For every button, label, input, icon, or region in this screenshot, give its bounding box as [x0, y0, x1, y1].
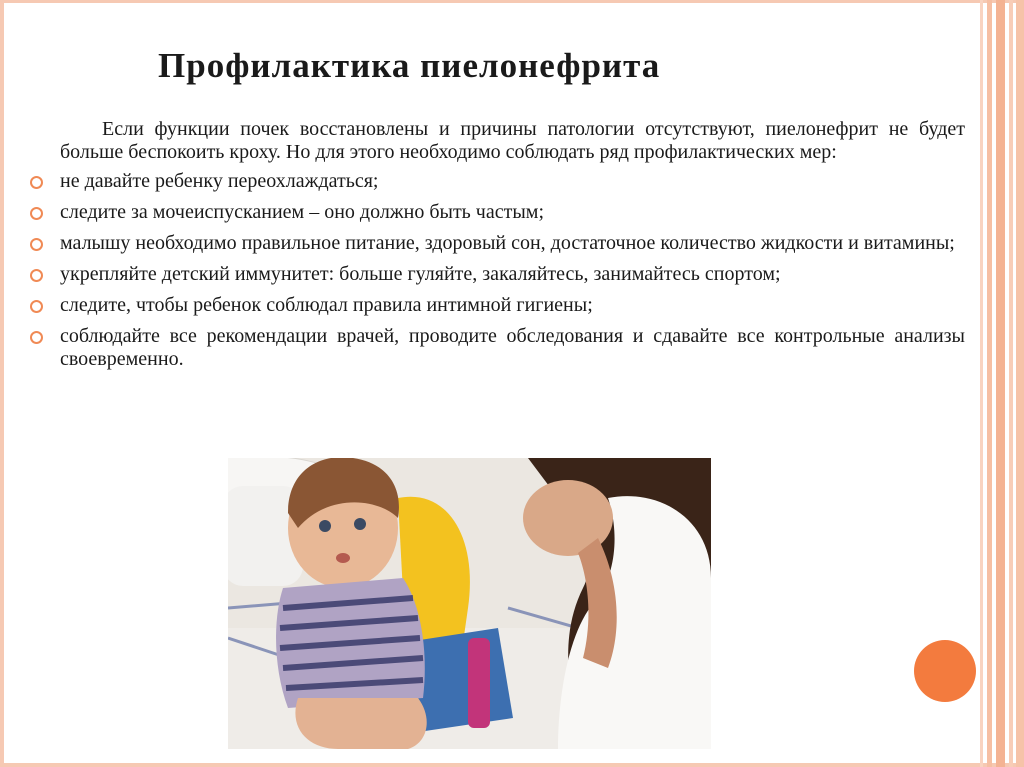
potty-pink-handle — [468, 638, 490, 728]
list-item — [30, 325, 965, 371]
bullet-icon — [30, 176, 43, 189]
list-item — [30, 294, 965, 317]
child-mouth — [336, 553, 350, 563]
bullet-icon — [30, 269, 43, 282]
list-item — [30, 201, 965, 224]
intro-paragraph: Если функции почек восстановлены и причины патологии отсутствуют, пиелонефрит не будет больше беспокоить кроху. Но для этого необходимо соблюдать ряд профилактических мер: — [60, 118, 965, 163]
list-item-text: следите за мочеиспусканием – оно должно быть частым; — [60, 201, 545, 223]
slide-body — [30, 118, 965, 379]
bullet-icon — [30, 238, 43, 251]
list-item-text: соблюдайте все рекомендации врачей, проводите обследования и сдавайте все контрольные анализы своевременно. — [60, 325, 965, 370]
list-item-text: укрепляйте детский иммунитет: больше гуляйте, закаляйтесь, занимайтесь спортом; — [60, 263, 781, 285]
child-right-eye — [354, 518, 366, 530]
decorative-stripes — [980, 0, 1024, 767]
child-legs-shape — [295, 698, 426, 749]
list-item — [30, 263, 965, 286]
child-left-eye — [319, 520, 331, 532]
prevention-list — [30, 170, 965, 371]
list-item-text: не давайте ребенку переохлаждаться; — [60, 170, 379, 192]
slide-title: Профилактика пиелонефрита — [158, 46, 661, 85]
list-item-text: малышу необходимо правильное питание, здоровый сон, достаточное количество жидкости и витамины; — [60, 232, 955, 254]
decorative-orange-circle — [914, 640, 976, 702]
bullet-icon — [30, 300, 43, 313]
bullet-icon — [30, 207, 43, 220]
child-potty-photo — [228, 458, 711, 749]
slide-bottom-border — [0, 763, 1024, 767]
list-item — [30, 170, 965, 193]
list-item-text: следите, чтобы ребенок соблюдал правила интимной гигиены; — [60, 294, 593, 316]
list-item — [30, 232, 965, 255]
slide-top-border — [0, 0, 1024, 3]
slide-left-border — [0, 0, 4, 767]
bullet-icon — [30, 331, 43, 344]
